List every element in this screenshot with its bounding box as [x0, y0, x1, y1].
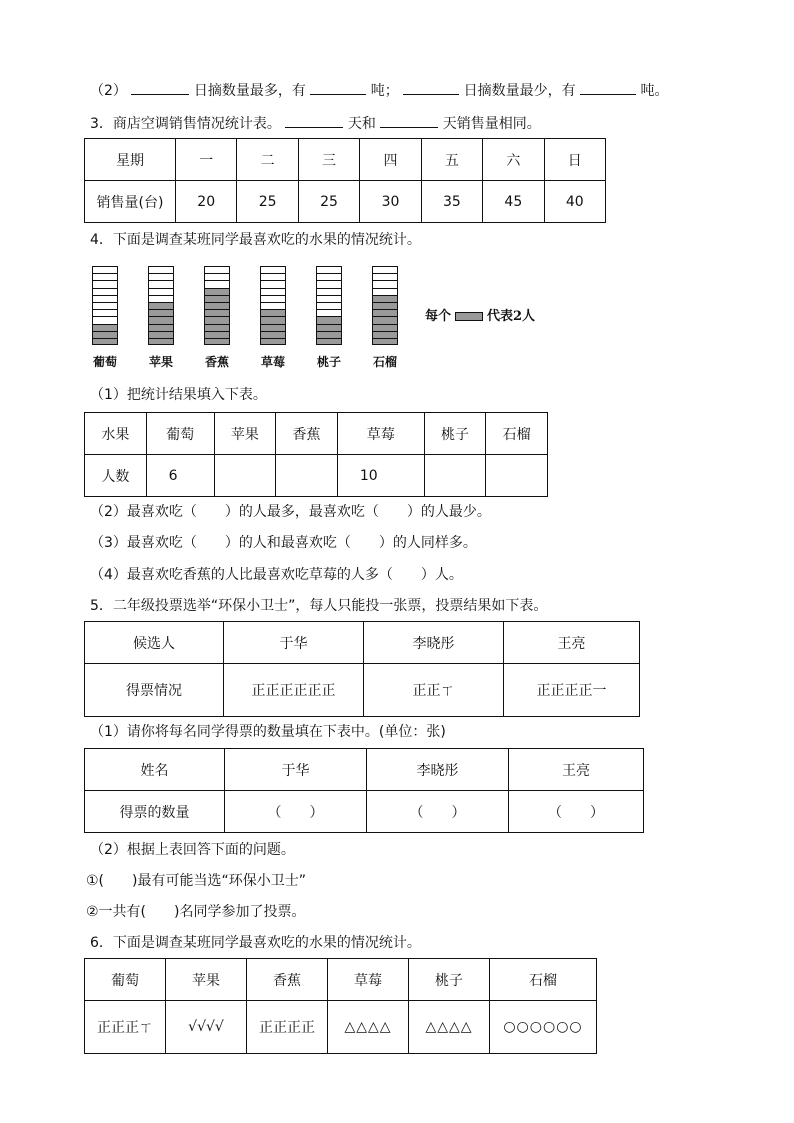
- sales-value-cell: 20: [176, 181, 237, 223]
- sales-value-cell: 45: [483, 181, 544, 223]
- fruit-bar-label: 桃子: [316, 355, 341, 369]
- bar-cell: [372, 331, 398, 338]
- fruit-header-cell: 香蕉: [276, 413, 338, 455]
- q5-sub3: ①( )最有可能当选“环保小卫士”: [86, 873, 306, 889]
- fruit-bar-label: 草莓: [260, 355, 285, 369]
- q3-text-c: 天销售量相同。: [442, 116, 541, 132]
- bar-cell: [92, 331, 118, 338]
- fruit-tally-cell: ○○○○○○: [490, 1001, 597, 1054]
- vote-header-cell: 候选人: [85, 622, 224, 664]
- bar-cell: [204, 338, 230, 345]
- fruit-row-label: 人数: [85, 455, 147, 497]
- q5-sub2: （2）根据上表回答下面的问题。: [90, 842, 295, 858]
- bar-cell: [316, 280, 342, 287]
- vote-tally-table: [84, 621, 640, 717]
- bar-cell: [92, 302, 118, 309]
- bar-cell: [372, 295, 398, 302]
- blank-min-tons[interactable]: [580, 80, 636, 95]
- sales-value-cell: 35: [421, 181, 482, 223]
- bar-cell: [372, 338, 398, 345]
- fruit-header-cell: 苹果: [214, 413, 276, 455]
- fruit-tally-header-cell: 桃子: [409, 959, 490, 1001]
- bar-cell: [148, 288, 174, 295]
- fruit-bar: [260, 266, 286, 345]
- fruit-bar: [204, 266, 230, 345]
- blank-same-day-2[interactable]: [380, 113, 438, 128]
- bar-cell: [148, 280, 174, 287]
- fruit-bar-chart: [92, 266, 412, 370]
- bar-cell: [148, 324, 174, 331]
- bar-cell: [204, 316, 230, 323]
- q2-label: （2）: [90, 83, 127, 99]
- bar-cell: [204, 324, 230, 331]
- bar-cell: [204, 273, 230, 280]
- bar-cell: [92, 324, 118, 331]
- fruit-header-cell: 草莓: [337, 413, 424, 455]
- fruit-tally-header-cell: 苹果: [166, 959, 247, 1001]
- vote-count-row-label: 得票的数量: [85, 791, 225, 833]
- sales-header-cell: 日: [544, 139, 605, 181]
- q2-text-a: 日摘数量最多，有: [193, 83, 306, 99]
- q5-title: 5．二年级投票选举“环保小卫士”，每人只能投一张票，投票结果如下表。: [90, 598, 548, 614]
- bar-cell: [92, 280, 118, 287]
- blank-max-day[interactable]: [131, 80, 189, 95]
- bar-cell: [260, 266, 286, 273]
- bar-cell: [372, 288, 398, 295]
- vote-count-cell[interactable]: （ ）: [225, 791, 367, 833]
- q5-sub1: （1）请你将每名同学得票的数量填在下表中。(单位：张): [90, 724, 446, 740]
- fruit-bar-label: 石榴: [372, 355, 397, 369]
- bar-cell: [372, 309, 398, 316]
- sales-header-cell: 六: [483, 139, 544, 181]
- vote-count-header-cell: 姓名: [85, 749, 225, 791]
- bar-cell: [92, 316, 118, 323]
- sales-header-cell: 三: [298, 139, 359, 181]
- fruit-tally-cell: 正正正ㄒ: [85, 1001, 166, 1054]
- q4-sub1: （1）把统计结果填入下表。: [90, 387, 267, 403]
- bar-cell: [148, 338, 174, 345]
- fruit-tally-header-cell: 香蕉: [247, 959, 328, 1001]
- vote-count-header-cell: 王亮: [509, 749, 644, 791]
- fruit-bar: [92, 266, 118, 345]
- bar-cell: [260, 273, 286, 280]
- bar-cell: [260, 331, 286, 338]
- vote-tally-cell: 正正正正一: [504, 664, 640, 717]
- vote-count-table: [84, 748, 644, 833]
- fruit-bar-label: 苹果: [148, 355, 173, 369]
- fruit-bar-label: 葡萄: [92, 355, 117, 369]
- q6-title: 6．下面是调查某班同学最喜欢吃的水果的情况统计。: [90, 935, 421, 951]
- bar-cell: [316, 331, 342, 338]
- q5-sub4: ②一共有( )名同学参加了投票。: [86, 904, 306, 920]
- bar-cell: [316, 302, 342, 309]
- legend-text-pre: 每个: [425, 309, 452, 324]
- vote-header-cell: 王亮: [504, 622, 640, 664]
- bar-cell: [148, 309, 174, 316]
- fruit-count-cell[interactable]: [276, 455, 338, 497]
- q3-title: [90, 113, 541, 134]
- q2-text-c: 日摘数量最少，有: [463, 83, 576, 99]
- blank-max-tons[interactable]: [310, 80, 366, 95]
- bar-cell: [316, 309, 342, 316]
- bar-cell: [316, 324, 342, 331]
- sales-table: [84, 138, 606, 223]
- fruit-bar: [148, 266, 174, 345]
- q4-sub3: （3）最喜欢吃（ ）的人和最喜欢吃（ ）的人同样多。: [90, 535, 477, 551]
- bar-cell: [316, 288, 342, 295]
- bar-cell: [92, 288, 118, 295]
- bar-cell: [316, 338, 342, 345]
- bar-cell: [260, 288, 286, 295]
- bar-cell: [372, 324, 398, 331]
- fruit-bar: [372, 266, 398, 345]
- bar-cell: [148, 266, 174, 273]
- vote-header-cell: 于华: [224, 622, 364, 664]
- bar-cell: [92, 295, 118, 302]
- fruit-tally-header-cell: 石榴: [490, 959, 597, 1001]
- bar-cell: [92, 338, 118, 345]
- blank-min-day[interactable]: [403, 80, 459, 95]
- bar-cell: [260, 280, 286, 287]
- vote-count-cell[interactable]: （ ）: [509, 791, 644, 833]
- q4-title: 4．下面是调查某班同学最喜欢吃的水果的情况统计。: [90, 232, 421, 248]
- bar-cell: [260, 316, 286, 323]
- chart-legend: [425, 305, 535, 324]
- sales-value-cell: 25: [298, 181, 359, 223]
- fruit-count-cell[interactable]: 6: [146, 455, 214, 497]
- fruit-count-table: [84, 412, 548, 497]
- bar-cell: [372, 266, 398, 273]
- q3-text-a: 3．商店空调销售情况统计表。: [90, 116, 281, 132]
- vote-row-label: 得票情况: [85, 664, 224, 717]
- fruit-count-cell[interactable]: [486, 455, 548, 497]
- sales-value-cell: 40: [544, 181, 605, 223]
- bar-cell: [92, 266, 118, 273]
- vote-count-header-cell: 于华: [225, 749, 367, 791]
- bar-cell: [204, 295, 230, 302]
- bar-cell: [372, 273, 398, 280]
- sales-header-cell: 二: [237, 139, 298, 181]
- q2-text-d: 吨。: [640, 83, 669, 99]
- bar-cell: [204, 266, 230, 273]
- sales-header-cell: 一: [176, 139, 237, 181]
- vote-tally-cell: 正正正正正正: [224, 664, 364, 717]
- sales-value-cell: 30: [360, 181, 421, 223]
- q3-text-b: 天和: [347, 116, 376, 132]
- fruit-bar: [316, 266, 342, 345]
- fruit-count-cell[interactable]: [424, 455, 486, 497]
- fruit-tally-cell: △△△△: [328, 1001, 409, 1054]
- fruit-header-cell: 桃子: [424, 413, 486, 455]
- vote-count-header-cell: 李晓彤: [367, 749, 509, 791]
- fruit-tally-cell: 正正正正: [247, 1001, 328, 1054]
- fruit-count-cell[interactable]: [214, 455, 276, 497]
- fruit-tally-header-cell: 葡萄: [85, 959, 166, 1001]
- q2-line: [90, 80, 669, 101]
- bar-cell: [204, 288, 230, 295]
- bar-cell: [92, 273, 118, 280]
- bar-cell: [372, 280, 398, 287]
- fruit-header-cell: 石榴: [486, 413, 548, 455]
- fruit-bar-label: 香蕉: [204, 355, 229, 369]
- fruit-header-cell: 水果: [85, 413, 147, 455]
- fruit-header-cell: 葡萄: [146, 413, 214, 455]
- bar-cell: [148, 302, 174, 309]
- bar-cell: [260, 338, 286, 345]
- bar-cell: [260, 295, 286, 302]
- bar-cell: [204, 331, 230, 338]
- bar-cell: [316, 266, 342, 273]
- bar-cell: [372, 316, 398, 323]
- bar-cell: [316, 295, 342, 302]
- legend-swatch-icon: [455, 312, 483, 321]
- blank-same-day-1[interactable]: [285, 113, 343, 128]
- sales-header-cell: 五: [421, 139, 482, 181]
- fruit-tally-cell: √√√√: [166, 1001, 247, 1054]
- bar-cell: [204, 280, 230, 287]
- bar-cell: [260, 302, 286, 309]
- bar-cell: [148, 331, 174, 338]
- bar-cell: [372, 302, 398, 309]
- bar-cell: [148, 295, 174, 302]
- vote-header-cell: 李晓彤: [364, 622, 504, 664]
- bar-cell: [204, 309, 230, 316]
- sales-header-cell: 四: [360, 139, 421, 181]
- vote-count-cell[interactable]: （ ）: [367, 791, 509, 833]
- legend-text-post: 代表2人: [487, 309, 536, 324]
- q4-sub2: （2）最喜欢吃（ ）的人最多，最喜欢吃（ ）的人最少。: [90, 504, 491, 520]
- bar-cell: [204, 302, 230, 309]
- bar-cell: [316, 273, 342, 280]
- fruit-tally-cell: △△△△: [409, 1001, 490, 1054]
- bar-cell: [260, 309, 286, 316]
- bar-cell: [260, 324, 286, 331]
- fruit-count-cell[interactable]: 10: [337, 455, 424, 497]
- fruit-tally-table: [84, 958, 597, 1054]
- vote-tally-cell: 正正ㄒ: [364, 664, 504, 717]
- sales-row-label: 销售量(台): [85, 181, 176, 223]
- bar-cell: [316, 316, 342, 323]
- bar-cell: [92, 309, 118, 316]
- sales-header-weekday: 星期: [85, 139, 176, 181]
- sales-value-cell: 25: [237, 181, 298, 223]
- fruit-tally-header-cell: 草莓: [328, 959, 409, 1001]
- bar-cell: [148, 273, 174, 280]
- q2-text-b: 吨；: [370, 83, 399, 99]
- bar-cell: [148, 316, 174, 323]
- q4-sub4: （4）最喜欢吃香蕉的人比最喜欢吃草莓的人多（ ）人。: [90, 567, 463, 583]
